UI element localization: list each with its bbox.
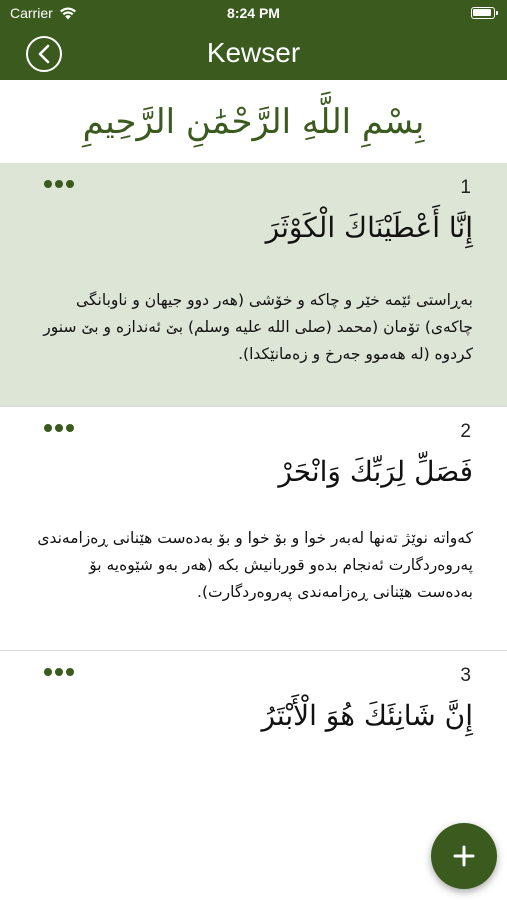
- verse-list: [0, 163, 507, 891]
- verse-translation: بەڕاستی ئێمە خێر و چاکە و خۆشی (هەر دوو جیهان و ناوبانگی چاکەی) تۆمان (محمد (صلی الله علیه وسلم) بێ ئەندازە و بێ سنور کردوە (لە هەموو جەرخ و زەمانێکدا).: [43, 291, 473, 363]
- verse-number: 1: [460, 177, 471, 198]
- verse-number: 3: [460, 665, 471, 686]
- verse-arabic-text: فَصَلِّ لِرَبِّكَ وَانْحَرْ: [278, 455, 473, 488]
- verse-arabic-text: إِنَّا أَعْطَيْنَاكَ الْكَوْثَرَ: [265, 211, 473, 244]
- carrier-label: Carrier: [10, 5, 53, 21]
- more-options-icon[interactable]: [44, 180, 74, 188]
- basmala-text: بِسْمِ اللَّهِ الرَّحْمَٰنِ الرَّحِيمِ: [82, 101, 425, 142]
- nav-bar: [0, 28, 507, 80]
- verse-number: 2: [460, 421, 471, 442]
- status-time: 8:24 PM: [227, 5, 280, 21]
- more-options-icon[interactable]: [44, 668, 74, 676]
- more-options-icon[interactable]: [44, 424, 74, 432]
- verse-item[interactable]: [0, 163, 507, 407]
- add-button[interactable]: [431, 823, 497, 889]
- plus-icon: [453, 845, 475, 867]
- page-title: Kewser: [206, 37, 301, 68]
- verse-arabic-text: إِنَّ شَانِئَكَ هُوَ الْأَبْتَرُ: [261, 699, 473, 732]
- verse-translation: کەواتە نوێژ تەنها لەبەر خوا و بۆ خوا و بۆ بەدەست هێنانی ڕەزامەندی پەروەردگارت ئەنجام بدەو قوربانیش بکە (هەر بەو شێوەیە بۆ بەدەست هێنانی ڕەزامەندی پەروەردگارت).: [37, 529, 473, 601]
- battery-icon: [471, 7, 495, 19]
- verse-item[interactable]: [0, 407, 507, 651]
- status-bar: [0, 0, 507, 28]
- basmala-banner: [0, 80, 507, 163]
